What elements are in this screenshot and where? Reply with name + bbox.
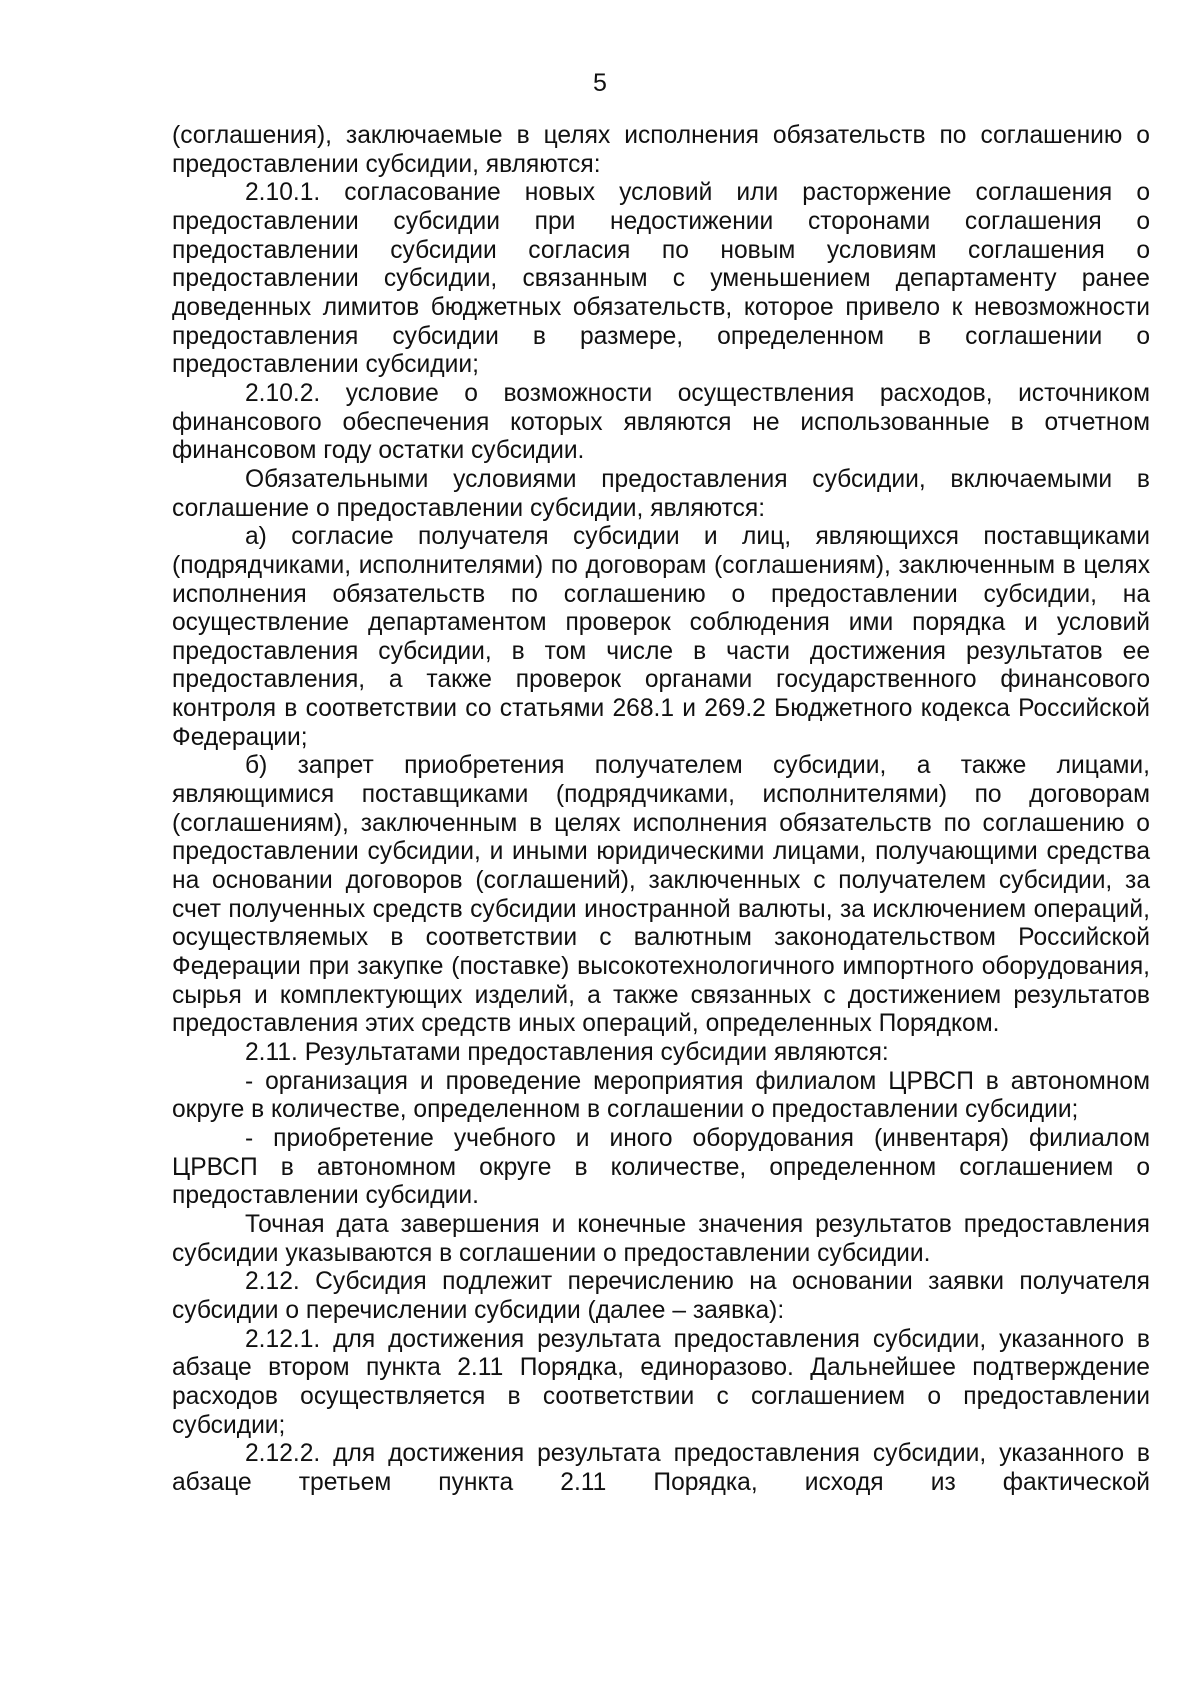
paragraph-mandatory-conditions: Обязательными условиями предоставления субсидии, включаемыми в соглашение о предоставлении субсидии, являются: (172, 465, 1150, 522)
paragraph-result-events: - организация и проведение мероприятия филиалом ЦРВСП в автономном округе в количестве, определенном в соглашении о предоставлении субсидии; (172, 1067, 1150, 1124)
paragraph-2-10-1: 2.10.1. согласование новых условий или расторжение соглашения о предоставлении субсидии при недостижении сторонами соглашения о предоставлении субсидии согласия по новым условиям соглашения о предоставлении субсидии, связанным с уменьшением департаменту ранее доведенных лимитов бюджетных обязательств, которое привело к невозможности предоставления субсидии в размере, определенном в соглашении о предоставлении субсидии; (172, 179, 1150, 379)
paragraph-continuation: (соглашения), заключаемые в целях исполнения обязательств по соглашению о предоставлении субсидии, являются: (172, 122, 1150, 178)
paragraph-2-10-2: 2.10.2. условие о возможности осуществления расходов, источником финансового обеспечения которых являются не использованные в отчетном финансовом году остатки субсидии. (172, 379, 1150, 465)
paragraph-item-a: а) согласие получателя субсидии и лиц, являющихся поставщиками (подрядчиками, исполнителями) по договорам (соглашениям), заключенным в целях исполнения обязательств по соглашению о предоставлении субсидии, на осуществление департаментом проверок соблюдения ими порядка и условий предоставления субсидии, в том числе в части достижения результатов ее предоставления, а также проверок органами государственного финансового контроля в соответствии со статьями 268.1 и 269.2 Бюджетного кодекса Российской Федерации; (172, 523, 1150, 751)
paragraph-completion-date: Точная дата завершения и конечные значения результатов предоставления субсидии указываются в соглашении о предоставлении субсидии. (172, 1210, 1150, 1267)
page-number: 5 (593, 69, 607, 97)
paragraph-2-12-1: 2.12.1. для достижения результата предоставления субсидии, указанного в абзаце втором пункта 2.11 Порядка, единоразово. Дальнейшее подтверждение расходов осуществляется в соответствии с соглашением о предоставлении субсидии; (172, 1325, 1150, 1439)
paragraph-2-12-2: 2.12.2. для достижения результата предоставления субсидии, указанного в абзаце третьем пункта 2.11 Порядка, исходя из фактической (172, 1440, 1150, 1496)
paragraph-2-11: 2.11. Результатами предоставления субсидии являются: (245, 1039, 889, 1066)
paragraph-2-12: 2.12. Субсидия подлежит перечислению на основании заявки получателя субсидии о перечислении субсидии (далее – заявка): (172, 1268, 1150, 1324)
paragraph-item-b: б) запрет приобретения получателем субсидии, а также лицами, являющимися поставщиками (подрядчиками, исполнителями) по договорам (соглашениям), заключенным в целях исполнения обязательств по соглашению о предоставлении субсидии, и иными юридическими лицами, получающими средства на основании договоров (соглашений), заключенных с получателем субсидии, за счет полученных средств субсидии иностранной валюты, за исключением операций, осуществляемых в соответствии с валютным законодательством Российской Федерации при закупке (поставке) высокотехнологичного импортного оборудования, сырья и комплектующих изделий, а также связанных с достижением результатов предоставления этих средств иных операций, определенных Порядком. (172, 752, 1150, 1038)
paragraph-result-equipment: - приобретение учебного и иного оборудования (инвентаря) филиалом ЦРВСП в автономном округе в количестве, определенном соглашением о предоставлении субсидии. (172, 1124, 1150, 1210)
document-body (172, 122, 1150, 1498)
